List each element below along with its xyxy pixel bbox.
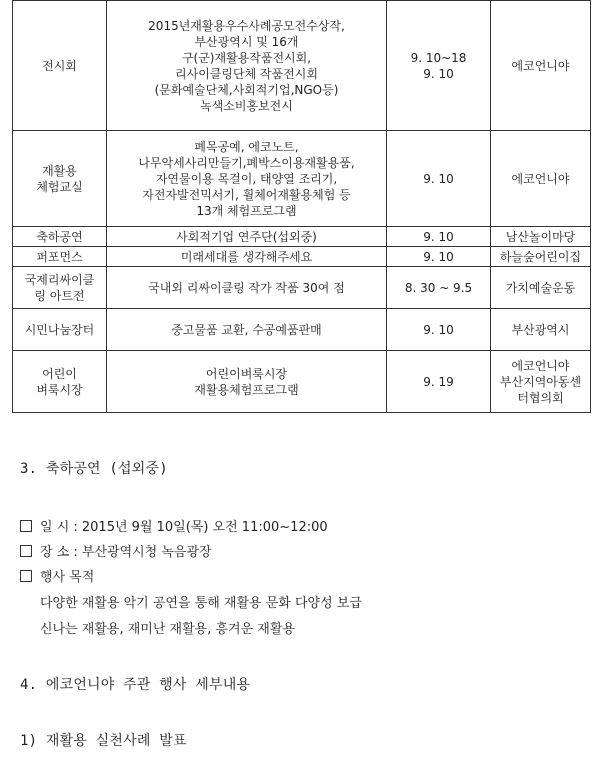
cell-line: 에코언니야: [511, 358, 570, 373]
section-3-heading: 3. 축하공연 (섭외중): [20, 461, 168, 477]
cell-line: 체험교실: [36, 179, 83, 194]
date-cell: [387, 267, 491, 309]
cell-line: 리사이클링단체 작품전시회: [175, 66, 318, 81]
date-cell: [387, 247, 491, 267]
cell-line: 전시회: [42, 58, 77, 73]
section-4-sub-1: 1) 재활용 실천사례 발표: [20, 733, 187, 749]
cell-line: 재활용: [42, 163, 77, 178]
date-cell: [387, 131, 491, 227]
organizer-cell: [491, 309, 591, 351]
cell-line: 9. 10: [423, 66, 454, 81]
cell-line: 부산지역아동센: [499, 374, 582, 389]
event-place-text: 장 소 : 부산광역시청 녹음광장: [40, 545, 212, 560]
cell-line: 폐목공예, 에코노트,: [194, 139, 299, 154]
event-purpose-detail-1: 다양한 재활용 악기 공연을 통해 재활용 문화 다양성 보급: [40, 596, 362, 611]
cell-line: 자전자발전믹서기, 휠체어재활용체험 등: [142, 187, 351, 202]
content-cell: [107, 131, 387, 227]
content-cell: [107, 309, 387, 351]
cell-line: 에코언니야: [511, 58, 570, 73]
organizer-cell: [491, 267, 591, 309]
cell-line: 시민나눔장터: [24, 322, 95, 337]
table-row: [13, 1, 591, 131]
cell-line: 중고물품 교환, 수공예품판매: [171, 322, 322, 337]
table-row: [13, 247, 591, 267]
organizer-cell: [491, 247, 591, 267]
checkbox-icon: [20, 570, 32, 582]
cell-line: 어린이: [42, 366, 77, 381]
cell-line: 13개 체험프로그램: [196, 203, 297, 218]
organizer-cell: [491, 351, 591, 413]
event-place-line: [20, 541, 212, 560]
cell-line: 9. 10: [423, 171, 454, 186]
category-cell: [13, 267, 107, 309]
cell-line: 터협의회: [517, 390, 564, 405]
table-row: [13, 351, 591, 413]
category-cell: [13, 1, 107, 131]
date-cell: [387, 351, 491, 413]
cell-line: 어린이벼룩시장: [205, 366, 288, 381]
checkbox-icon: [20, 545, 32, 557]
category-cell: [13, 247, 107, 267]
content-cell: [107, 351, 387, 413]
cell-line: 국내외 리싸이클링 작가 작품 30여 점: [148, 280, 345, 295]
organizer-cell: [491, 131, 591, 227]
cell-line: 녹색소비홍보전시: [200, 98, 293, 113]
cell-line: 9. 10: [423, 322, 454, 337]
table-row: [13, 267, 591, 309]
cell-line: 9. 10~18: [410, 50, 467, 65]
cell-line: 9. 10: [423, 249, 454, 264]
cell-line: 9. 19: [423, 374, 454, 389]
cell-line: 자연물이용 목걸이, 태양열 조리기,: [155, 171, 338, 186]
date-cell: [387, 1, 491, 131]
cell-line: 링 아트전: [34, 288, 85, 303]
cell-line: 사회적기업 연주단(섭외중): [176, 229, 317, 244]
event-date-line: [20, 516, 328, 535]
cell-line: 벼룩시장: [36, 382, 83, 397]
cell-line: 미래세대를 생각해주세요: [180, 249, 313, 264]
content-cell: [107, 1, 387, 131]
content-cell: [107, 267, 387, 309]
cell-line: 에코언니야: [511, 171, 570, 186]
event-date-text: 일 시 : 2015년 9월 10일(목) 오전 11:00~12:00: [40, 520, 328, 535]
cell-line: 구(군)재활용작품전시회,: [181, 50, 312, 65]
checkbox-icon: [20, 520, 32, 532]
event-table: [12, 0, 591, 413]
event-purpose-title: 행사 목적: [40, 570, 95, 585]
cell-line: 나무악세사리만들기,폐박스이용재활용품,: [138, 155, 355, 170]
cell-line: 하늘숲어린이집: [499, 249, 582, 264]
organizer-cell: [491, 227, 591, 247]
event-purpose-line: [20, 566, 94, 585]
cell-line: 퍼포먼스: [36, 249, 83, 264]
cell-line: 2015년재활용우수사례공모전수상작,: [148, 18, 345, 33]
table-row: [13, 131, 591, 227]
cell-line: 남산놀이마당: [505, 229, 576, 244]
event-purpose-detail-2: 신나는 재활용, 재미난 재활용, 흥겨운 재활용: [40, 622, 295, 637]
cell-line: 가치예술운동: [505, 280, 576, 295]
event-table-body: [13, 1, 591, 413]
cell-line: 8. 30 ~ 9.5: [404, 280, 473, 295]
content-cell: [107, 247, 387, 267]
cell-line: 국제리싸이클: [24, 272, 95, 287]
category-cell: [13, 351, 107, 413]
cell-line: 9. 10: [423, 229, 454, 244]
table-row: [13, 227, 591, 247]
organizer-cell: [491, 1, 591, 131]
cell-line: 재활용체험프로그램: [194, 382, 299, 397]
table-row: [13, 309, 591, 351]
category-cell: [13, 131, 107, 227]
category-cell: [13, 309, 107, 351]
date-cell: [387, 309, 491, 351]
cell-line: 부산광역시: [511, 322, 570, 337]
category-cell: [13, 227, 107, 247]
cell-line: (문화예술단체,사회적기업,NGO등): [154, 82, 339, 97]
cell-line: 부산광역시 및 16개: [194, 34, 299, 49]
content-cell: [107, 227, 387, 247]
date-cell: [387, 227, 491, 247]
cell-line: 축하공연: [36, 229, 83, 244]
section-4-heading: 4. 에코언니야 주관 행사 세부내용: [20, 677, 251, 693]
